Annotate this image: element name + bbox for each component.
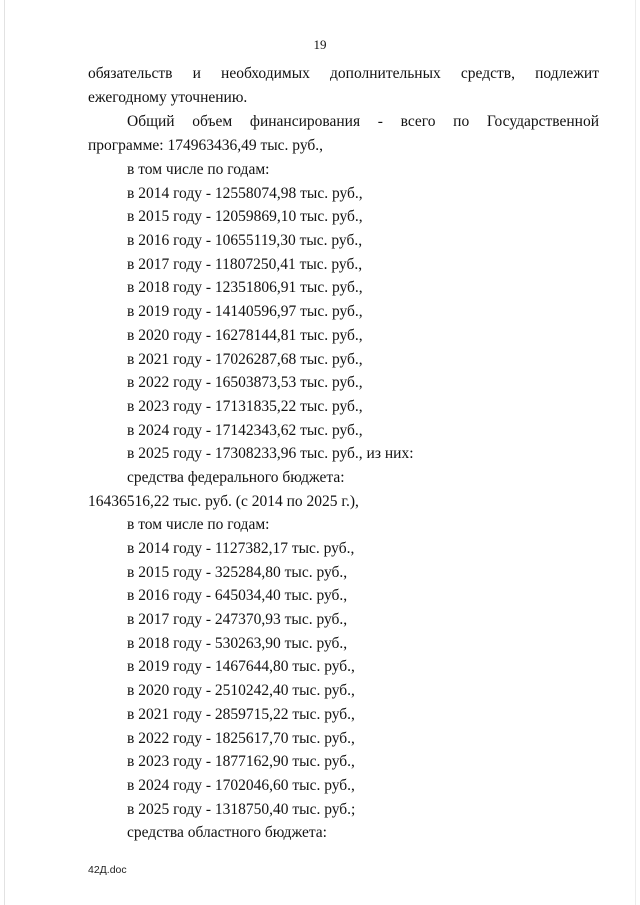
page-right-edge bbox=[635, 0, 636, 905]
list-line: в 2022 году - 16503873,53 тыс. руб., bbox=[127, 374, 363, 392]
list-line: в 2024 году - 1702046,60 тыс. руб., bbox=[127, 776, 355, 794]
paragraph2-line1: Общий объем финансирования - всего по Государственной bbox=[127, 113, 599, 130]
list-line: в 2017 году - 247370,93 тыс. руб., bbox=[127, 611, 348, 629]
list-line: в 2021 году - 17026287,68 тыс. руб., bbox=[127, 350, 363, 368]
list-line: в 2025 году - 17308233,96 тыс. руб., из них: bbox=[127, 445, 414, 463]
list-line: в 2018 году - 530263,90 тыс. руб., bbox=[127, 634, 348, 652]
list-line: средства федерального бюджета: bbox=[127, 468, 345, 486]
list-line: 16436516,22 тыс. руб. (с 2014 по 2025 г.), bbox=[88, 492, 359, 510]
list-line: в 2024 году - 17142343,62 тыс. руб., bbox=[127, 421, 363, 439]
list-line: в 2019 году - 14140596,97 тыс. руб., bbox=[127, 303, 363, 321]
list-line: в 2020 году - 16278144,81 тыс. руб., bbox=[127, 326, 363, 344]
list-line: в 2021 году - 2859715,22 тыс. руб., bbox=[127, 705, 355, 723]
list-line: в 2014 году - 12558074,98 тыс. руб., bbox=[127, 184, 363, 202]
paragraph1-line2: ежегодному уточнению. bbox=[88, 89, 248, 106]
list-line: в том числе по годам: bbox=[127, 516, 270, 534]
paragraph1-line1: обязательств и необходимых дополнительных средств, подлежит bbox=[88, 65, 599, 82]
list-line: в 2016 году - 645034,40 тыс. руб., bbox=[127, 587, 348, 605]
paragraph2-line2: программе: 174963436,49 тыс. руб., bbox=[88, 137, 324, 154]
file-name-footer: 42Д.doc bbox=[88, 864, 127, 876]
list-line: в 2023 году - 1877162,90 тыс. руб., bbox=[127, 753, 355, 771]
page-left-edge bbox=[4, 0, 5, 905]
list-line: в 2017 году - 11807250,41 тыс. руб., bbox=[127, 255, 363, 273]
funding-list bbox=[88, 161, 414, 848]
list-line: в 2022 году - 1825617,70 тыс. руб., bbox=[127, 729, 355, 747]
list-line: в 2020 году - 2510242,40 тыс. руб., bbox=[127, 682, 355, 700]
list-line: в 2019 году - 1467644,80 тыс. руб., bbox=[127, 658, 355, 676]
list-line: в том числе по годам: bbox=[127, 161, 270, 178]
list-line: в 2023 году - 17131835,22 тыс. руб., bbox=[127, 397, 363, 415]
list-line: в 2018 году - 12351806,91 тыс. руб., bbox=[127, 279, 363, 297]
list-line: в 2025 году - 1318750,40 тыс. руб.; bbox=[127, 800, 356, 818]
list-line: средства областного бюджета: bbox=[127, 824, 327, 842]
list-line: в 2016 году - 10655119,30 тыс. руб., bbox=[127, 232, 363, 250]
list-line: в 2015 году - 325284,80 тыс. руб., bbox=[127, 563, 348, 581]
list-line: в 2015 году - 12059869,10 тыс. руб., bbox=[127, 208, 363, 226]
page-number: 19 bbox=[313, 37, 327, 52]
list-line: в 2014 году - 1127382,17 тыс. руб., bbox=[127, 540, 355, 557]
